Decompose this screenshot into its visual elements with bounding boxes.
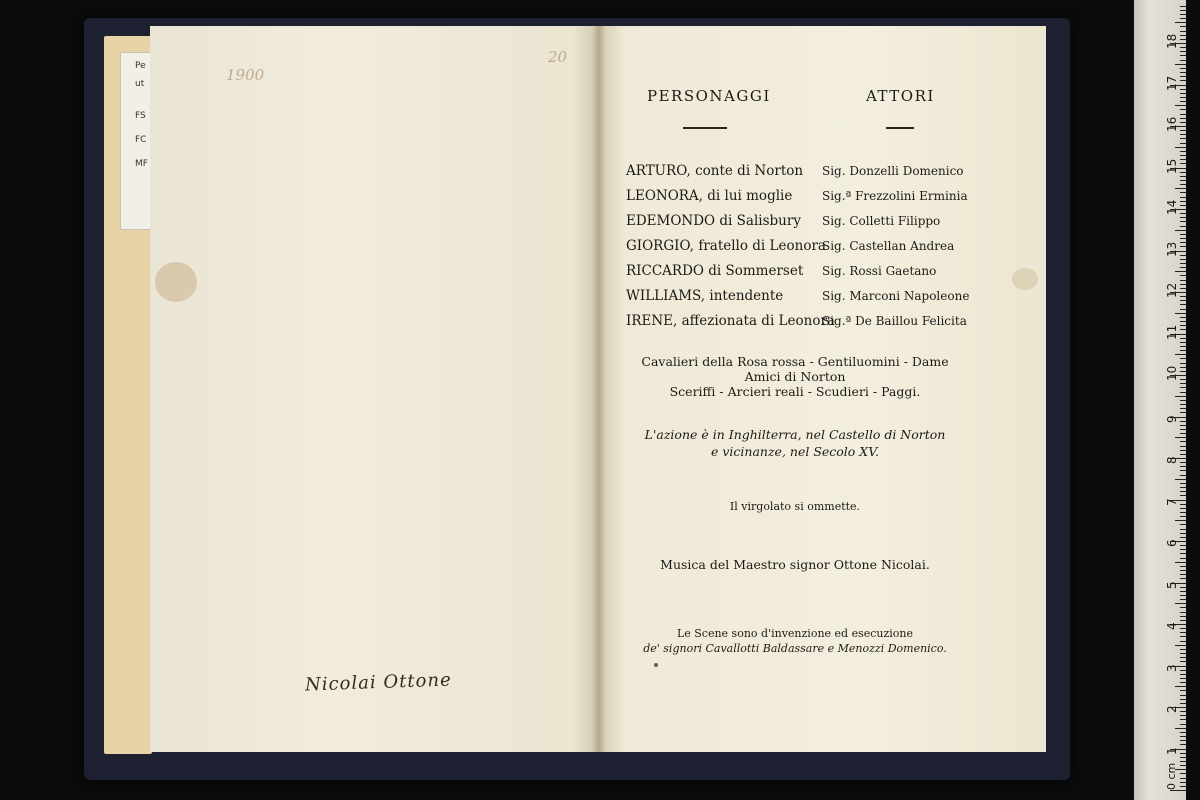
ruler-tick [1180, 172, 1186, 173]
ruler-tick [1180, 475, 1186, 476]
ruler-tick [1180, 682, 1186, 683]
ruler-tick [1175, 354, 1186, 355]
ruler-tick [1180, 259, 1186, 260]
ruler-tick [1180, 76, 1186, 77]
ruler-tick [1180, 558, 1186, 559]
ruler-tick [1175, 645, 1186, 646]
ruler-number: 15 [1165, 158, 1179, 174]
ruler-tick [1180, 255, 1186, 256]
ruler-tick [1180, 321, 1186, 322]
ruler-tick [1180, 404, 1186, 405]
ruler-tick [1180, 122, 1186, 123]
ruler-tick [1180, 238, 1186, 239]
ruler-tick [1180, 462, 1186, 463]
ruler-tick [1180, 591, 1186, 592]
ruler-tick [1180, 724, 1186, 725]
ruler-tick [1180, 134, 1186, 135]
ruler-tick [1175, 188, 1186, 189]
ruler-tick [1180, 263, 1186, 264]
ruler-tick [1180, 632, 1186, 633]
ruler-tick [1180, 26, 1186, 27]
ruler-tick [1180, 670, 1186, 671]
ruler-tick [1180, 363, 1186, 364]
ruler-tick [1180, 400, 1186, 401]
ruler-tick [1180, 304, 1186, 305]
ruler-tick [1180, 176, 1186, 177]
ruler-tick [1180, 765, 1186, 766]
handwritten-inscription: Nicolai Ottone [304, 669, 453, 696]
actors-header: ATTORI [866, 87, 935, 105]
ruler-tick [1180, 267, 1186, 268]
cast-actor: Sig. Castellan Andrea [822, 239, 955, 253]
ruler-tick [1180, 392, 1186, 393]
cast-actor: Sig. Marconi Napoleone [822, 289, 970, 303]
ruler-tick [1180, 491, 1186, 492]
ruler-tick [1180, 545, 1186, 546]
ruler-tick [1175, 603, 1186, 604]
ruler-tick [1180, 39, 1186, 40]
ruler-number: 11 [1165, 324, 1179, 340]
cast-character: EDEMONDO di Salisbury [626, 213, 801, 229]
omission-note: Il virgolato si ommette. [729, 500, 861, 513]
ruler-tick [1180, 549, 1186, 550]
pencil-mark: 20 [548, 48, 568, 66]
ruler-tick [1180, 184, 1186, 185]
ruler-tick [1180, 657, 1186, 658]
ruler-tick [1180, 715, 1186, 716]
ruler-tick [1180, 529, 1186, 530]
cast-actor: Sig. Donzelli Domenico [822, 164, 964, 178]
ruler-tick [1180, 114, 1186, 115]
ruler-tick [1180, 757, 1186, 758]
ruler-tick [1180, 80, 1186, 81]
ruler-tick [1180, 454, 1186, 455]
ruler-number: 14 [1165, 199, 1179, 215]
cast-character: GIORGIO, fratello di Leonora [626, 238, 826, 254]
ruler-tick [1180, 524, 1186, 525]
ruler-tick [1180, 786, 1186, 787]
ruler-tick [1180, 288, 1186, 289]
ruler-tick [1180, 711, 1186, 712]
catalog-slip-line: MF [135, 159, 148, 169]
ruler-tick [1180, 537, 1186, 538]
ruler-tick [1180, 466, 1186, 467]
ruler-tick [1180, 280, 1186, 281]
ruler-tick [1180, 342, 1186, 343]
ruler-tick [1180, 14, 1186, 15]
ruler-tick [1180, 553, 1186, 554]
ruler-number: 7 [1165, 497, 1179, 506]
ruler-tick [1180, 163, 1186, 164]
ruler-tick [1180, 533, 1186, 534]
ruler-tick [1180, 197, 1186, 198]
ruler-tick [1180, 371, 1186, 372]
ruler-tick [1180, 425, 1186, 426]
ruler-tick [1175, 562, 1186, 563]
ruler-tick [1175, 271, 1186, 272]
ruler-tick [1180, 740, 1186, 741]
ruler-tick [1180, 487, 1186, 488]
ruler-tick [1180, 570, 1186, 571]
ruler-tick [1180, 778, 1186, 779]
ruler-tick [1180, 387, 1186, 388]
ruler-tick [1180, 317, 1186, 318]
pencil-mark: 1900 [226, 66, 265, 84]
setting-line: e vicinanze, nel Secolo XV. [710, 444, 880, 459]
ruler-tick [1180, 109, 1186, 110]
ruler-tick [1180, 138, 1186, 139]
ruler-tick [1180, 433, 1186, 434]
ruler-number: 17 [1165, 75, 1179, 91]
ruler-tick [1175, 396, 1186, 397]
ruler-tick [1180, 408, 1186, 409]
ruler-tick [1180, 674, 1186, 675]
ruler-tick [1180, 595, 1186, 596]
ruler-number: 1 [1165, 746, 1179, 755]
ruler-tick [1180, 612, 1186, 613]
ruler-tick [1180, 155, 1186, 156]
header-rule [683, 127, 727, 129]
ruler-tick [1180, 516, 1186, 517]
ruler-tick [1180, 421, 1186, 422]
ruler-tick [1180, 329, 1186, 330]
ruler-tick [1180, 607, 1186, 608]
cast-actor: Sig. Rossi Gaetano [822, 264, 937, 278]
ruler-number: 13 [1165, 241, 1179, 257]
cast-character: IRENE, affezionata di Leonora [626, 313, 835, 329]
ruler-tick [1180, 773, 1186, 774]
header-rule [886, 127, 914, 129]
ruler-tick [1180, 350, 1186, 351]
paper-stain [155, 262, 197, 302]
ruler-number: 18 [1165, 33, 1179, 49]
ruler-unit: 0 cm [1165, 762, 1178, 790]
ruler-tick [1180, 719, 1186, 720]
ruler-tick [1180, 508, 1186, 509]
ruler-tick [1175, 769, 1186, 770]
ruler-number: 3 [1165, 663, 1179, 672]
ruler-tick [1180, 234, 1186, 235]
ruler-tick [1180, 574, 1186, 575]
ruler-number: 9 [1165, 414, 1179, 423]
setting-line: L'azione è in Inghilterra, nel Castello di Norton [644, 427, 946, 442]
catalog-slip-line: Pe [135, 61, 146, 71]
ruler-tick [1180, 284, 1186, 285]
ruler-tick [1180, 275, 1186, 276]
ruler-tick [1180, 495, 1186, 496]
chorus-line: Sceriffi - Arcieri reali - Scudieri - Paggi. [669, 384, 921, 399]
ruler-tick [1180, 101, 1186, 102]
ruler-tick [1180, 483, 1186, 484]
cast-character: RICCARDO di Sommerset [626, 263, 804, 279]
ruler-tick [1175, 437, 1186, 438]
ruler-tick [1180, 690, 1186, 691]
ruler-tick [1180, 678, 1186, 679]
ruler-tick [1180, 367, 1186, 368]
scenery-credit: Le Scene sono d'invenzione ed esecuzione [676, 627, 914, 640]
ruler-tick [1180, 68, 1186, 69]
ruler-tick [1180, 761, 1186, 762]
ruler-tick [1180, 97, 1186, 98]
ruler-tick [1180, 72, 1186, 73]
ruler-tick [1175, 686, 1186, 687]
ruler-tick [1180, 470, 1186, 471]
cast-actor: Sig. Colletti Filippo [822, 214, 941, 228]
ruler-tick [1175, 479, 1186, 480]
ruler-tick [1180, 383, 1186, 384]
ruler-number: 4 [1165, 622, 1179, 630]
ruler-tick [1180, 616, 1186, 617]
ruler-tick [1180, 309, 1186, 310]
ruler-tick [1180, 412, 1186, 413]
ruler-tick [1180, 226, 1186, 227]
ruler-tick [1180, 446, 1186, 447]
ruler-tick [1180, 599, 1186, 600]
ruler-tick [1180, 300, 1186, 301]
chorus-line: Cavalieri della Rosa rossa - Gentiluomini - Dame [641, 354, 949, 369]
ruler-tick [1180, 699, 1186, 700]
cast-character: WILLIAMS, intendente [626, 288, 784, 304]
ruler-number: 16 [1165, 116, 1179, 132]
cast-character: ARTURO, conte di Norton [626, 163, 804, 179]
cast-actor: Sig.ª Frezzolini Erminia [822, 189, 968, 203]
ruler-tick [1180, 736, 1186, 737]
ruler-tick [1180, 201, 1186, 202]
ruler-tick [1180, 649, 1186, 650]
ruler-tick [1180, 151, 1186, 152]
ruler-tick [1180, 695, 1186, 696]
music-credit: Musica del Maestro signor Ottone Nicolai. [660, 557, 930, 572]
paper-stain [1012, 268, 1038, 290]
ruler-tick [1175, 520, 1186, 521]
ruler-tick [1180, 566, 1186, 567]
ruler-tick [1180, 51, 1186, 52]
ruler-tick [1180, 217, 1186, 218]
ruler-tick [1180, 636, 1186, 637]
ruler-tick [1180, 10, 1186, 11]
catalog-slip-line: FS [135, 111, 146, 121]
ruler-tick [1180, 379, 1186, 380]
ruler-tick [1180, 732, 1186, 733]
ruler-tick [1180, 296, 1186, 297]
ruler-tick [1180, 60, 1186, 61]
ruler-tick [1175, 22, 1186, 23]
scenery-credit: de' signori Cavallotti Baldassare e Menozzi Domenico. [643, 642, 947, 655]
ruler-tick [1180, 641, 1186, 642]
ruler-tick [1180, 93, 1186, 94]
ruler-tick [1180, 441, 1186, 442]
catalog-slip-line: ut [135, 79, 145, 89]
ruler-number: 8 [1165, 456, 1179, 464]
ruler-tick [1180, 35, 1186, 36]
ruler-tick [1175, 313, 1186, 314]
ruler-tick [1180, 6, 1186, 7]
ruler-tick [1180, 450, 1186, 451]
ruler-tick [1180, 47, 1186, 48]
ruler-tick [1170, 790, 1186, 791]
cast-actor: Sig.ª De Baillou Felicita [822, 314, 967, 328]
ruler-tick [1180, 578, 1186, 579]
ruler-tick [1175, 105, 1186, 106]
left-page [150, 26, 600, 752]
characters-header: PERSONAGGI [647, 87, 771, 105]
ruler-tick [1175, 230, 1186, 231]
catalog-slip-line: FC [135, 135, 147, 145]
ruler-number: 5 [1165, 580, 1179, 589]
ruler-tick [1180, 782, 1186, 783]
ruler-tick [1180, 89, 1186, 90]
ruler-tick [1180, 653, 1186, 654]
ruler-tick [1180, 358, 1186, 359]
ruler-tick [1180, 325, 1186, 326]
ruler-tick [1180, 55, 1186, 56]
ruler-tick [1180, 31, 1186, 32]
cast-character: LEONORA, di lui moglie [626, 188, 793, 204]
ruler-number: 10 [1165, 365, 1179, 381]
ruler-tick [1180, 213, 1186, 214]
chorus-line: Amici di Norton [744, 369, 846, 384]
ruler-number: 12 [1165, 282, 1179, 298]
ruler-tick [1180, 587, 1186, 588]
ruler-tick [1180, 180, 1186, 181]
ruler-tick [1180, 159, 1186, 160]
ruler-tick [1180, 242, 1186, 243]
ruler-number: 6 [1165, 539, 1179, 547]
ruler-tick [1180, 205, 1186, 206]
ruler-tick [1180, 620, 1186, 621]
ruler-tick [1180, 661, 1186, 662]
ruler-tick [1180, 753, 1186, 754]
ruler-tick [1180, 429, 1186, 430]
ruler-tick [1180, 143, 1186, 144]
ruler-tick [1180, 192, 1186, 193]
ruler-tick [1180, 246, 1186, 247]
ruler-tick [1180, 118, 1186, 119]
ink-spot [654, 663, 658, 667]
ruler-number: 2 [1165, 705, 1179, 713]
ruler-tick [1180, 628, 1186, 629]
ruler-tick [1180, 18, 1186, 19]
ruler-tick [1180, 346, 1186, 347]
ruler-tick [1175, 728, 1186, 729]
ruler-tick [1180, 130, 1186, 131]
ruler-tick [1180, 221, 1186, 222]
ruler-tick [1180, 338, 1186, 339]
ruler-tick [1175, 64, 1186, 65]
ruler-tick [1180, 504, 1186, 505]
ruler-tick [1180, 512, 1186, 513]
ruler-tick [1175, 147, 1186, 148]
ruler-tick [1180, 744, 1186, 745]
ruler-tick [1180, 703, 1186, 704]
